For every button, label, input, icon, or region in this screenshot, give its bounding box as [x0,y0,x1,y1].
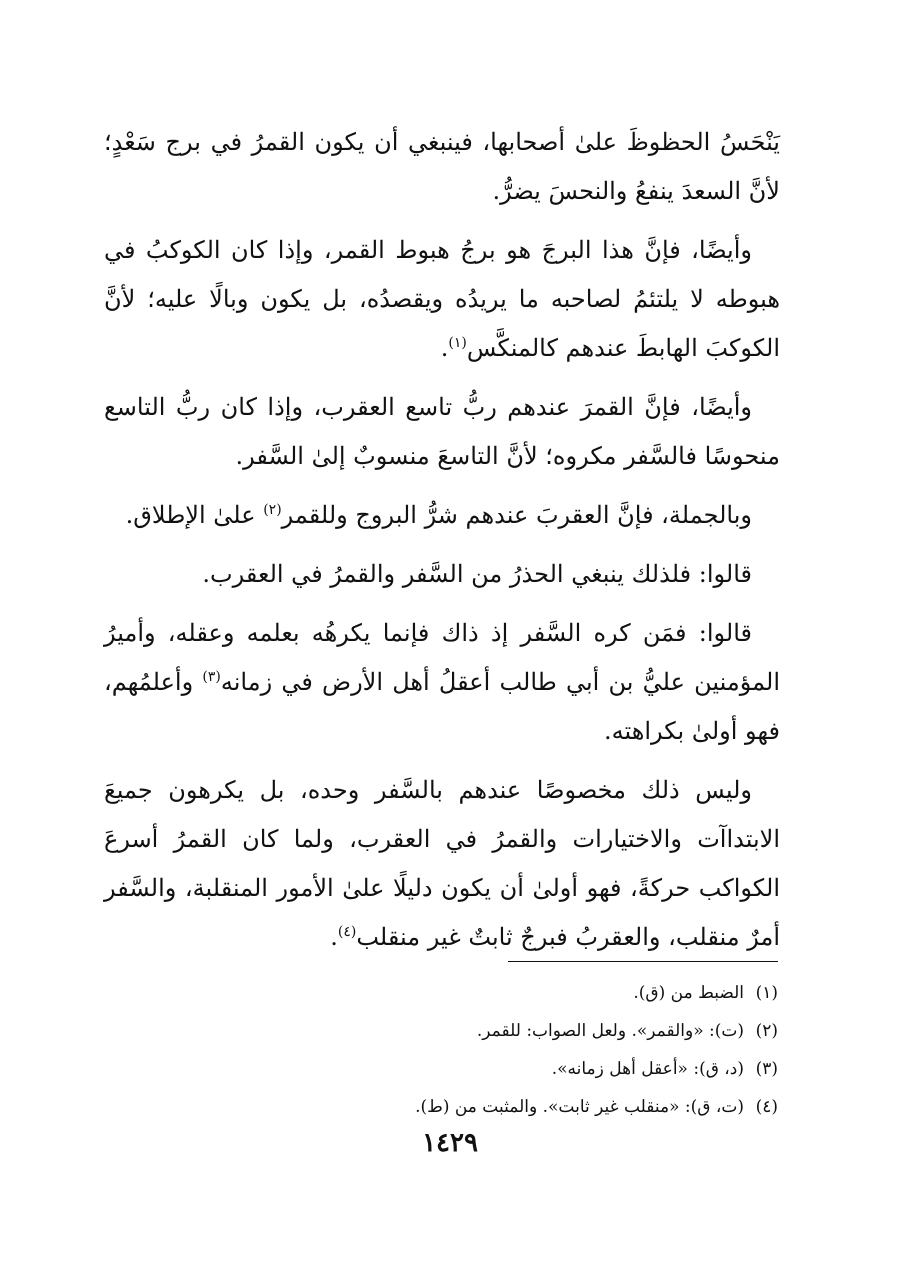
paragraph-tail: . [440,334,449,362]
footnote-number: (١) [755,983,778,1003]
paragraph-text: يَنْحَسُ الحظوظَ علىٰ أصحابها، فينبغي أن يكون القمرُ في برج سَعْدٍ؛ لأنَّ السعدَ ينفعُ والنحسَ يضرُّ. [104,128,780,205]
paragraph-1 [104,118,780,216]
footnote-marker[interactable]: (٤) [337,924,357,940]
paragraph-5 [104,550,780,599]
footnote-text: (د، ق): «أعقل أهل زمانه». [551,1059,744,1079]
paragraph-3 [104,383,780,481]
footnote-marker[interactable]: (١) [448,335,467,351]
paragraph-text: وليس ذلك مخصوصًا عندهم بالسَّفر وحده، بل يكرهون جميعَ الابتداآت والاختيارات والقمرُ في العقرب، ولما كان القمرُ أسرعَ الكواكب حركةً، فهو أولىٰ أن يكون دليلًا علىٰ الأمور المنقلبة، والسَّفر أمرٌ منقلب، والعقربُ فبرجٌ ثابتٌ غير منقلب [104,776,781,951]
footnote-number: (٢) [755,1021,778,1041]
paragraph-2 [104,226,780,373]
paragraph-tail: وأعلمُهم، فهو أولىٰ بكراهته. [104,668,780,745]
footnote-4 [300,1088,778,1126]
footnote-number: (٤) [755,1097,778,1117]
main-text [104,118,780,972]
paragraph-tail: . [330,923,338,951]
paragraph-text: وأيضًا، فإنَّ هذا البرجَ هو برجُ هبوط القمر، وإذا كان الكوكبُ في هبوطه لا يلتئمُ لصاحبه ما يريدُه ويقصدُه، بل يكون وبالًا عليه؛ لأنَّ الكوكبَ الهابطَ عندهم كالمنكَّس [104,236,780,362]
footnote-number: (٣) [755,1059,778,1079]
paragraph-6 [104,609,780,756]
paragraph-7 [104,766,780,962]
footnote-text: (ت): «والقمر». ولعل الصواب: للقمر. [476,1021,744,1041]
paragraph-text: قالوا: فلذلك ينبغي الحذرُ من السَّفر والقمرُ في العقرب. [202,560,752,588]
paragraph-text: وأيضًا، فإنَّ القمرَ عندهم ربُّ تاسع العقرب، وإذا كان ربُّ التاسع منحوسًا فالسَّفر مكروه؛ لأنَّ التاسعَ منسوبٌ إلىٰ السَّفر. [104,393,780,470]
paragraph-text: قالوا: فمَن كره السَّفر إذ ذاك فإنما يكرهُه بعلمه وعقله، وأميرُ المؤمنين عليُّ بن أبي طالب أعقلُ أهل الأرض في زمانه [104,619,780,696]
footnote-marker[interactable]: (٢) [263,502,282,518]
footnote-2 [300,1012,778,1050]
footnote-divider [508,961,778,962]
footnote-3 [300,1050,778,1088]
paragraph-4 [104,491,780,540]
paragraph-tail: علىٰ الإطلاق. [125,501,264,529]
footnote-marker[interactable]: (٣) [202,669,221,685]
page-number: ١٤٢٩ [422,1128,478,1158]
footnote-text: (ت، ق): «منقلب غير ثابت». والمثبت من (ط). [415,1097,744,1117]
paragraph-text: وبالجملة، فإنَّ العقربَ عندهم شرُّ البروج وللقمر [281,501,752,529]
footnote-text: الضبط من (ق). [633,983,744,1003]
footnote-1 [300,974,778,1012]
footnotes [300,974,778,1126]
